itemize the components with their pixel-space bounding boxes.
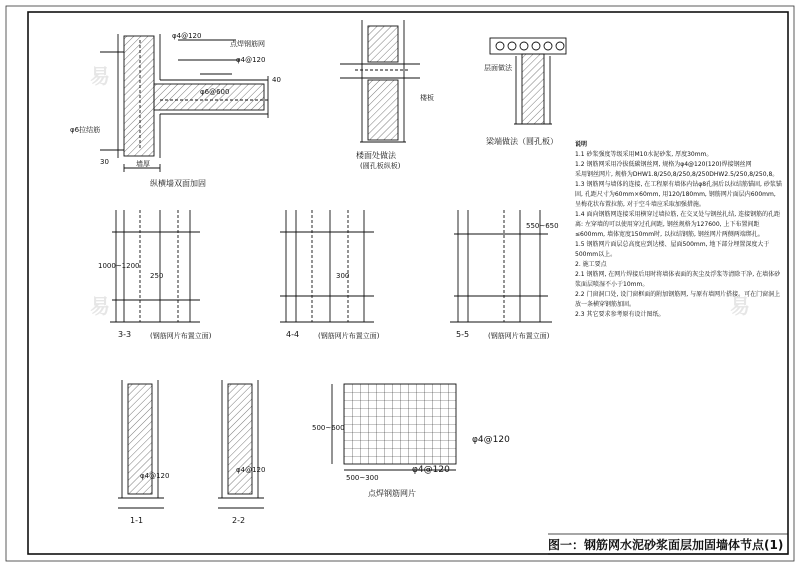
caption-44: 4-4 <box>286 330 300 339</box>
label-slab: 楼板 <box>420 94 434 102</box>
dim-30: 30 <box>100 158 109 166</box>
note-line: 1.5 钢筋网片面层总高度应到达楼、屋面500mm, 地下部分埋置深度大于500mm以上。 <box>575 241 770 258</box>
label-floor: 层面做法 <box>484 64 512 72</box>
note-line: 2.3 其它要求参考原有设计图纸。 <box>575 311 665 318</box>
detail-window <box>340 20 420 142</box>
watermark-icon: 易 <box>730 294 750 318</box>
caption-22: 2-2 <box>232 516 246 525</box>
label-spot-weld: 点焊钢筋网 <box>230 40 265 48</box>
caption-window: 楼面处做法 <box>356 151 396 160</box>
caption-long-wall: 纵横墙双面加固 <box>150 179 206 188</box>
note-line: 2.1 钢筋网, 在网片焊接后用时将墙体表面的灰尘及浮浆等清除干净, 在墙体砂浆面层喷湿不小于10mm。 <box>575 271 781 288</box>
label-wall-thickness: 墙厚 <box>136 160 150 168</box>
dim-500-600: 500~600 <box>312 424 345 432</box>
caption-mesh: 点焊钢筋网片 <box>368 489 416 498</box>
note-line: 2.2 门窗洞口处, 设门窗框面的附加钢筋网, 与原有墙网片搭接。可在门窗洞上放一条横穿钢筋加固。 <box>575 291 781 308</box>
section-22 <box>218 380 264 508</box>
subcaption-33: (钢筋网片布置立面) <box>150 332 212 340</box>
subcaption-window: (圆孔板纵板) <box>360 162 401 170</box>
caption-55: 5-5 <box>456 330 470 339</box>
label-bar: φ4@120 <box>172 32 202 40</box>
note-line: 2. 施工要点 <box>575 261 607 268</box>
caption-beam: 梁端做法（圆孔板） <box>486 137 558 146</box>
section-11 <box>118 380 164 508</box>
note-line: 1.1 砂浆强度等级采用M10水泥砂浆, 厚度30mm。 <box>575 151 713 158</box>
label-mesh-bar: φ4@120 <box>412 465 450 475</box>
label-bar: φ4@120 <box>236 466 266 474</box>
watermark-icon: 易 <box>90 64 110 88</box>
dim-40: 40 <box>272 76 281 84</box>
note-line: 采用钢丝网片, 规格为DHW1.8/250,8/250,8/250DHW2.5/250,8/250,8。 <box>575 171 779 178</box>
watermark-icon: 易 <box>90 294 110 318</box>
subcaption-44: (钢筋网片布置立面) <box>318 332 380 340</box>
notes-block <box>575 140 783 320</box>
subcaption-55: (钢筋网片布置立面) <box>488 332 550 340</box>
mesh-panel <box>332 384 456 470</box>
label-bar: φ4@120 <box>236 56 266 64</box>
dim-500-300: 500~300 <box>346 474 379 482</box>
dim-550-650: 550~650 <box>526 222 559 230</box>
caption-11: 1-1 <box>130 516 144 525</box>
notes-title: 说明 <box>575 141 588 148</box>
caption-33: 3-3 <box>118 330 132 339</box>
note-line: 1.4 面向钢筋网连接采用横穿过墙拉筋, 在交叉处与钢丝扎结, 连接钢筋的孔距离: 左穿墙的可以使用穿过孔间距, 钢丝规格为127600, 上下布置间距≤600mm, 墙体宽度150mm时, 以拉结钢筋, 钢丝网片两侧两端绑扎。 <box>575 211 781 238</box>
section-44 <box>280 210 374 322</box>
label-mesh-bar: φ4@120 <box>472 435 510 445</box>
dim-300: 300 <box>336 272 350 280</box>
detail-long-wall <box>100 34 270 172</box>
label-anchor: φ6@600 <box>200 88 230 96</box>
drawing-title: 图一：钢筋网水泥砂浆面层加固墙体节点(1) <box>548 537 784 552</box>
note-line: 1.3 钢筋网与墙体的连接, 在工程原有墙体内钻φ8孔洞后以拉结筋锚固, 砂浆锚固, 孔距尺寸为60mm×60mm, 用120/180mm, 钢筋网片面层内600mm, 呈梅花状布置拉筋, 对于空斗墙应采取加强措施。 <box>575 181 782 208</box>
detail-beam <box>490 38 566 124</box>
label-tie: φ6拉结筋 <box>70 126 101 134</box>
label-bar: φ4@120 <box>140 472 170 480</box>
note-line: 1.2 钢筋网采用冷拔低碳钢丝网, 规格为φ4@120(120)焊接钢丝网 <box>575 161 752 168</box>
dim-1000-1200: 1000~1200 <box>98 262 140 270</box>
dim-250: 250 <box>150 272 164 280</box>
